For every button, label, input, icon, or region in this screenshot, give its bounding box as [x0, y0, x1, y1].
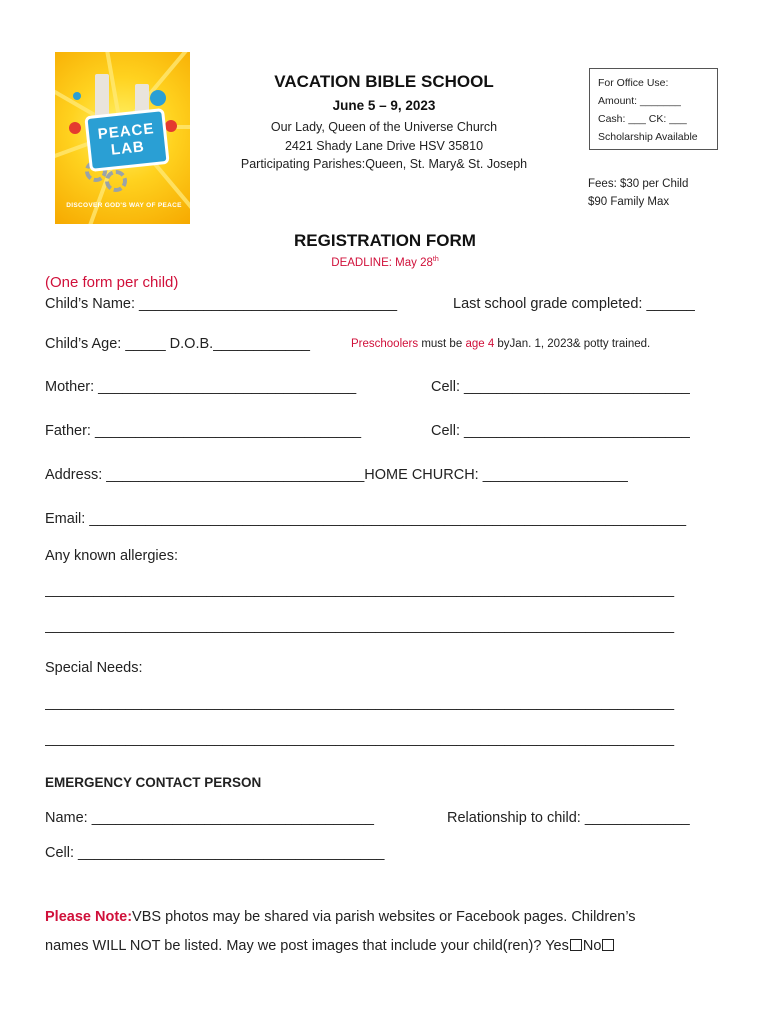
email-field[interactable]: Email: __________________________________________________________________________: [45, 511, 687, 527]
church-address: 2421 Shady Lane Drive HSV 35810: [284, 139, 484, 153]
office-use-box: [589, 68, 718, 150]
photo-note-text-2: names WILL NOT be listed. May we post images that include your child(ren)? Yes: [45, 938, 569, 954]
logo-line-1: PEACE: [97, 120, 156, 143]
father-field[interactable]: Father: _________________________________: [45, 423, 362, 439]
photo-note-text-1: VBS photos may be shared via parish websites or Facebook pages. Children’s: [132, 909, 636, 925]
preschool-age: age 4: [465, 338, 495, 350]
logo-tagline: DISCOVER GOD'S WAY OF PEACE: [66, 202, 182, 209]
molecule-icon: [73, 92, 81, 100]
special-needs-line-2[interactable]: ______________________________________________________________________________: [45, 731, 675, 747]
preschool-rest: byJan. 1, 2023& potty trained.: [494, 338, 651, 350]
one-form-note: (One form per child): [45, 274, 179, 291]
preschool-note: [351, 338, 650, 350]
fees-family-max: $90 Family Max: [588, 196, 670, 208]
deadline-text: DEADLINE: May 28: [331, 256, 433, 269]
emergency-cell-field[interactable]: Cell: ______________________________________: [45, 845, 385, 861]
church-name: Our Lady, Queen of the Universe Church: [270, 120, 498, 134]
child-age-dob-field[interactable]: Child’s Age: _____ D.O.B.____________: [45, 336, 310, 352]
mother-field[interactable]: Mother: ________________________________: [45, 379, 357, 395]
no-checkbox[interactable]: [602, 939, 614, 951]
gear-icon: [105, 170, 127, 192]
molecule-icon: [165, 120, 177, 132]
yes-checkbox[interactable]: [570, 939, 582, 951]
emergency-name-field[interactable]: Name: ___________________________________: [45, 810, 374, 826]
father-cell-field[interactable]: Cell: ____________________________: [431, 423, 690, 439]
office-use-title: For Office Use:: [598, 77, 669, 89]
participating-parishes: Participating Parishes:Queen, St. Mary& St. Joseph: [240, 157, 528, 171]
office-use-amount: Amount: _______: [598, 95, 681, 107]
molecule-icon: [150, 90, 166, 106]
registration-title: REGISTRATION FORM: [294, 231, 476, 250]
allergies-label: Any known allergies:: [45, 548, 178, 564]
special-needs-line-1[interactable]: ______________________________________________________________________________: [45, 695, 675, 711]
allergies-line-2[interactable]: ______________________________________________________________________________: [45, 618, 675, 634]
special-needs-label: Special Needs:: [45, 660, 143, 676]
emergency-relationship-field[interactable]: Relationship to child: _____________: [447, 810, 690, 826]
preschoolers-word: Preschoolers: [351, 338, 419, 350]
address-home-church-field[interactable]: Address: ________________________________HOME CHURCH: __________________: [45, 467, 628, 483]
office-use-scholarship: Scholarship Available: [598, 131, 698, 143]
deadline-suffix: th: [432, 256, 439, 263]
preschool-mid: must be: [418, 338, 466, 350]
fees-per-child: Fees: $30 per Child: [588, 178, 689, 190]
molecule-icon: [69, 122, 81, 134]
allergies-line-1[interactable]: ______________________________________________________________________________: [45, 582, 675, 598]
office-use-cash-ck: Cash: ___ CK: ___: [598, 113, 687, 125]
page-title: VACATION BIBLE SCHOOL: [274, 72, 494, 91]
vbs-logo: [55, 52, 190, 224]
photo-note-line-2: [45, 938, 615, 954]
child-name-field[interactable]: Child’s Name: ________________________________: [45, 296, 398, 312]
last-grade-field[interactable]: Last school grade completed: ______: [453, 296, 695, 312]
fees: [588, 175, 688, 211]
event-dates: June 5 – 9, 2023: [332, 98, 436, 113]
peace-lab-sign: [84, 108, 169, 172]
emergency-heading: EMERGENCY CONTACT PERSON: [45, 775, 262, 790]
no-label: No: [582, 938, 602, 954]
mother-cell-field[interactable]: Cell: ____________________________: [431, 379, 690, 395]
deadline: [200, 256, 570, 269]
logo-line-2: LAB: [110, 138, 146, 159]
please-note-label: Please Note:: [45, 909, 133, 925]
photo-note-line-1: [45, 909, 636, 925]
